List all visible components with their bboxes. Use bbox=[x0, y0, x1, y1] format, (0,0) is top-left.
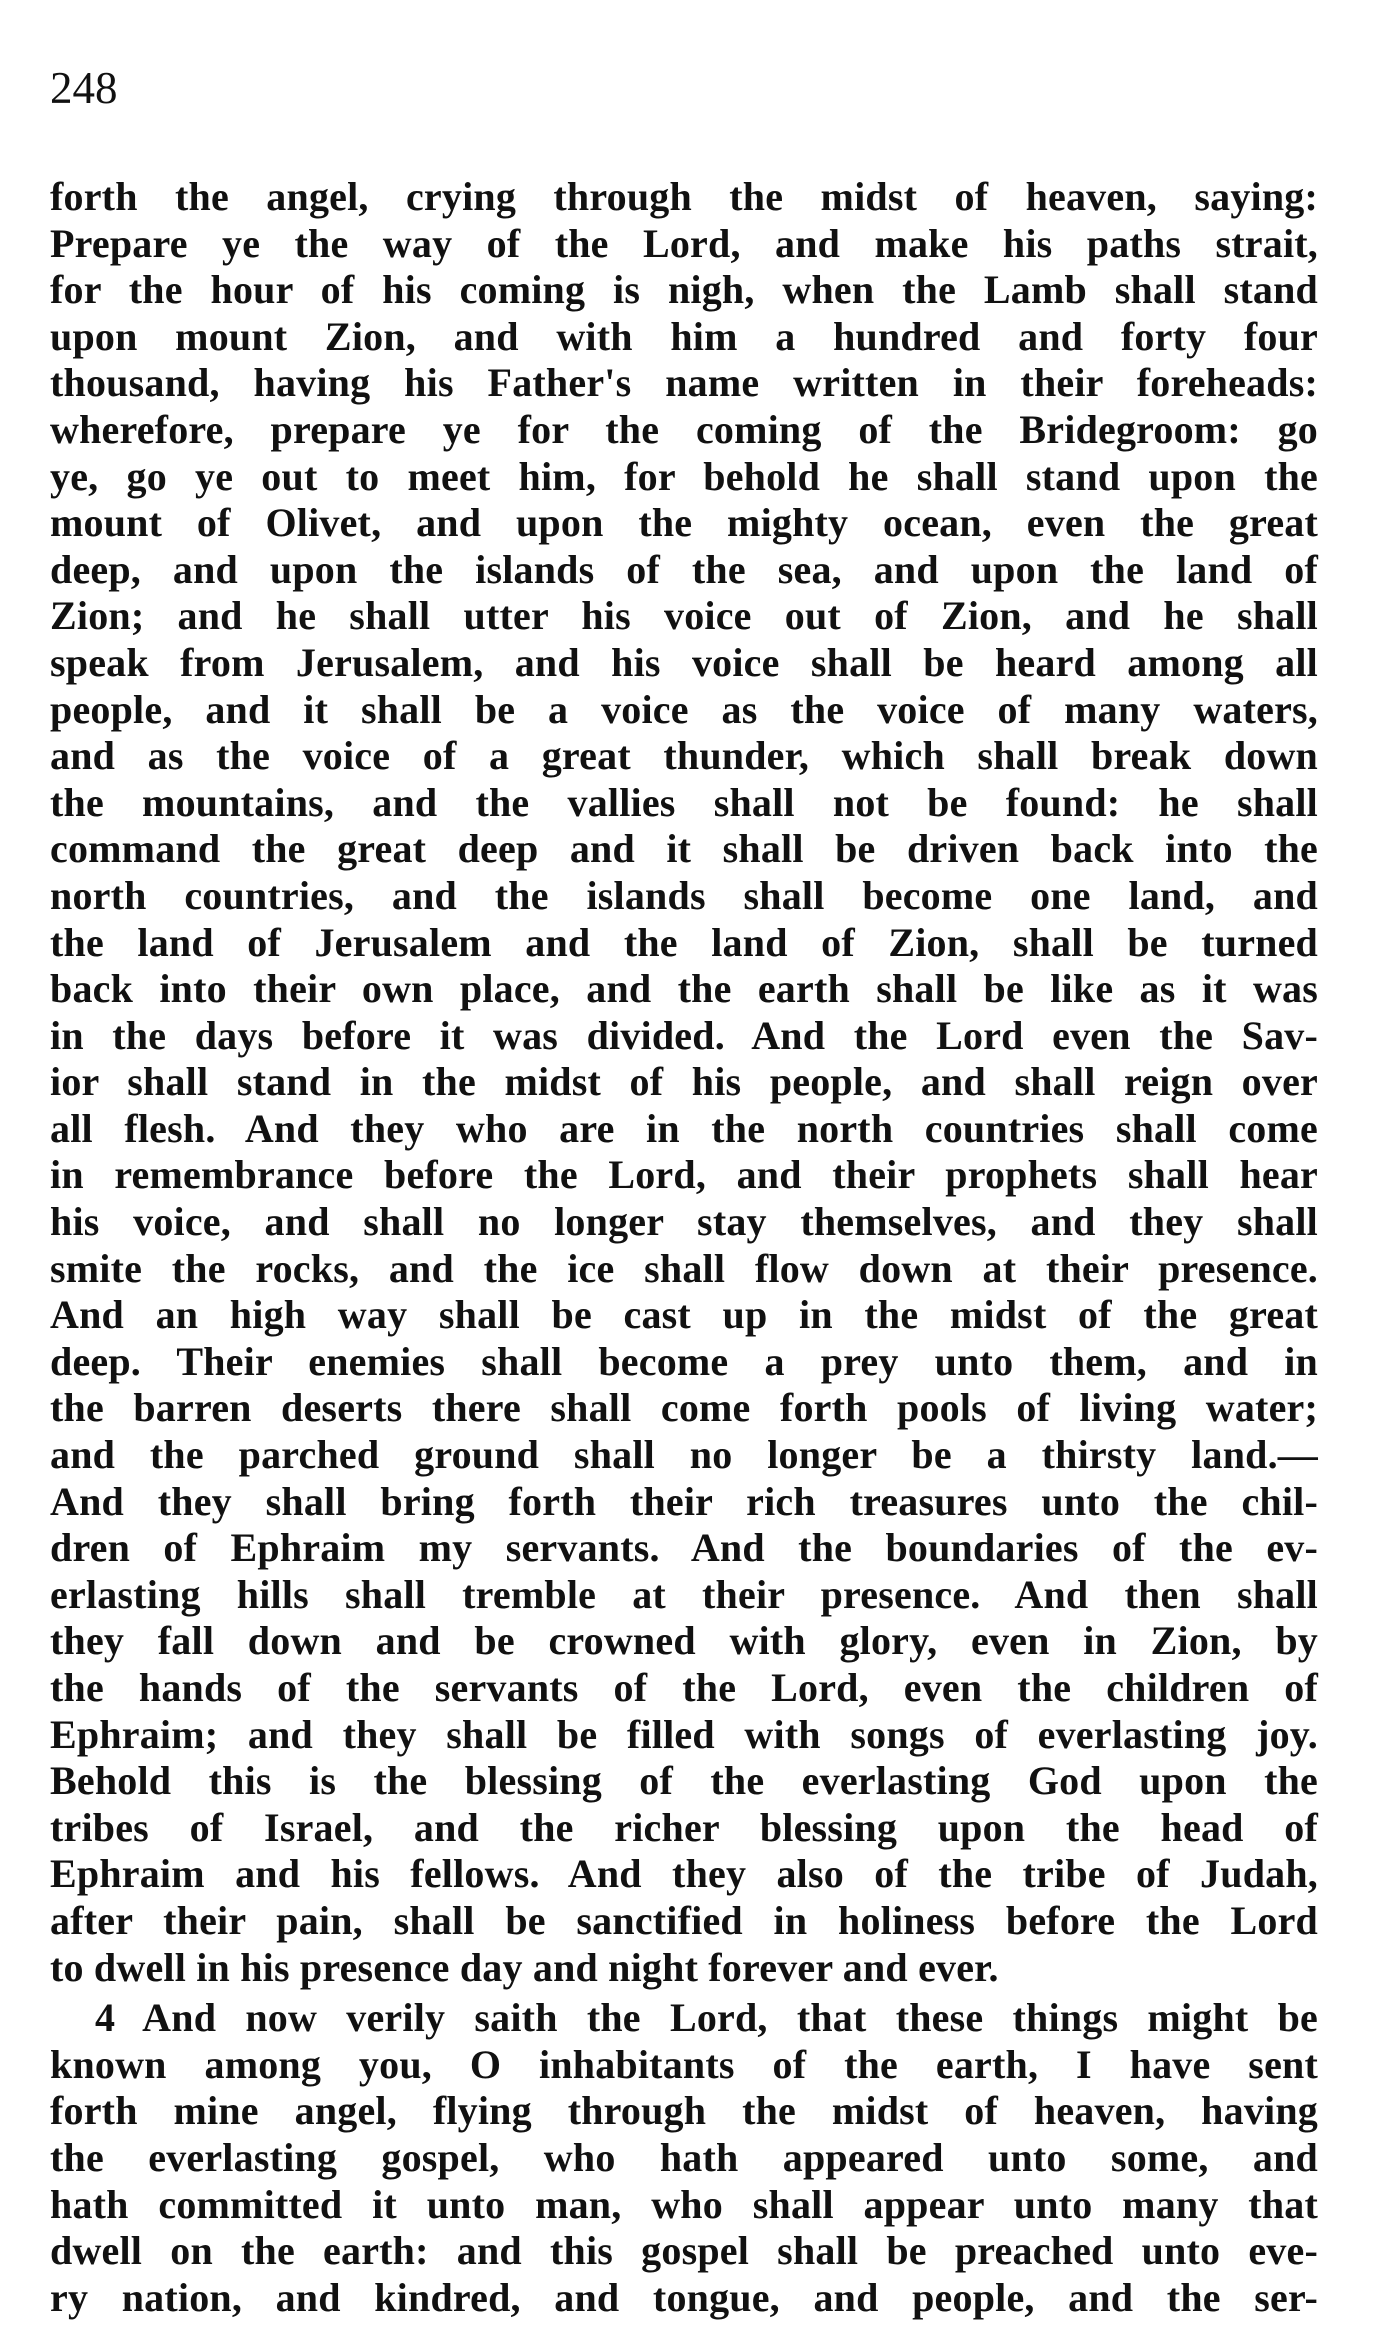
text-line: ye, go ye out to meet him, for behold he shall stand upon the bbox=[50, 453, 1318, 499]
text-line: after their pain, shall be sanctified in holiness before the Lord bbox=[50, 1897, 1318, 1943]
text-line: ry nation, and kindred, and tongue, and people, and the ser- bbox=[50, 2274, 1318, 2320]
text-line: to dwell in his presence day and night forever and ever. bbox=[50, 1944, 999, 1990]
text-line: 4 And now verily saith the Lord, that these things might be bbox=[95, 1995, 1318, 2041]
body-text bbox=[50, 174, 1318, 2321]
text-line: Ephraim; and they shall be filled with songs of everlasting joy. bbox=[50, 1711, 1318, 1757]
text-line: north countries, and the islands shall become one land, and bbox=[50, 872, 1318, 918]
text-line: wherefore, prepare ye for the coming of the Bridegroom: go bbox=[50, 406, 1318, 452]
text-line: ior shall stand in the midst of his people, and shall reign over bbox=[50, 1059, 1318, 1105]
text-line: the hands of the servants of the Lord, even the children of bbox=[50, 1665, 1318, 1710]
text-line: in the days before it was divided. And the Lord even the Sav- bbox=[50, 1012, 1318, 1058]
text-line: And they shall bring forth their rich treasures unto the chil- bbox=[50, 1478, 1318, 1524]
text-line: tribes of Israel, and the richer blessing upon the head of bbox=[50, 1804, 1318, 1850]
text-line: hath committed it unto man, who shall appear unto many that bbox=[50, 2181, 1318, 2227]
text-line: all flesh. And they who are in the north countries shall come bbox=[50, 1105, 1318, 1151]
text-line: dwell on the earth: and this gospel shall be preached unto eve- bbox=[50, 2228, 1318, 2274]
text-line: for the hour of his coming is nigh, when the Lamb shall stand bbox=[50, 267, 1318, 313]
text-line: dren of Ephraim my servants. And the boundaries of the ev- bbox=[50, 1525, 1318, 1571]
text-line: speak from Jerusalem, and his voice shall be heard among all bbox=[50, 639, 1318, 685]
text-line: Ephraim and his fellows. And they also of the tribe of Judah, bbox=[50, 1851, 1318, 1897]
text-line: Behold this is the blessing of the everlasting God upon the bbox=[50, 1758, 1318, 1804]
text-line: the everlasting gospel, who hath appeared unto some, and bbox=[50, 2134, 1318, 2180]
text-line: in remembrance before the Lord, and their prophets shall hear bbox=[50, 1152, 1318, 1198]
text-line: and as the voice of a great thunder, which shall break down bbox=[50, 733, 1318, 779]
text-line: his voice, and shall no longer stay themselves, and they shall bbox=[50, 1199, 1318, 1245]
text-line: the mountains, and the vallies shall not be found: he shall bbox=[50, 779, 1318, 825]
text-line: upon mount Zion, and with him a hundred and forty four bbox=[50, 313, 1318, 359]
text-line: known among you, O inhabitants of the earth, I have sent bbox=[50, 2041, 1318, 2087]
text-line: deep, and upon the islands of the sea, and upon the land of bbox=[50, 546, 1318, 592]
text-line: forth mine angel, flying through the midst of heaven, having bbox=[50, 2088, 1318, 2134]
text-line: people, and it shall be a voice as the voice of many waters, bbox=[50, 686, 1318, 732]
text-line: mount of Olivet, and upon the mighty ocean, even the great bbox=[50, 500, 1318, 546]
text-line: back into their own place, and the earth shall be like as it was bbox=[50, 966, 1318, 1012]
text-line: thousand, having his Father's name written in their foreheads: bbox=[50, 360, 1318, 406]
text-line: the land of Jerusalem and the land of Zion, shall be turned bbox=[50, 919, 1318, 965]
text-line: the barren deserts there shall come forth pools of living water; bbox=[50, 1385, 1318, 1431]
text-line: forth the angel, crying through the midst of heaven, saying: bbox=[50, 174, 1318, 219]
text-line: deep. Their enemies shall become a prey unto them, and in bbox=[50, 1338, 1318, 1384]
text-line: and the parched ground shall no longer be a thirsty land.— bbox=[50, 1432, 1318, 1478]
page-number: 248 bbox=[50, 63, 118, 113]
text-line: they fall down and be crowned with glory, even in Zion, by bbox=[50, 1618, 1318, 1664]
text-line: smite the rocks, and the ice shall flow down at their presence. bbox=[50, 1245, 1318, 1291]
text-line: erlasting hills shall tremble at their presence. And then shall bbox=[50, 1571, 1318, 1617]
text-line: And an high way shall be cast up in the midst of the great bbox=[50, 1292, 1318, 1338]
text-line: command the great deep and it shall be driven back into the bbox=[50, 826, 1318, 872]
text-line: Zion; and he shall utter his voice out of Zion, and he shall bbox=[50, 593, 1318, 639]
paragraph-2 bbox=[50, 1995, 1318, 2321]
paragraph-1 bbox=[50, 174, 1318, 1991]
text-line: Prepare ye the way of the Lord, and make his paths strait, bbox=[50, 220, 1318, 266]
